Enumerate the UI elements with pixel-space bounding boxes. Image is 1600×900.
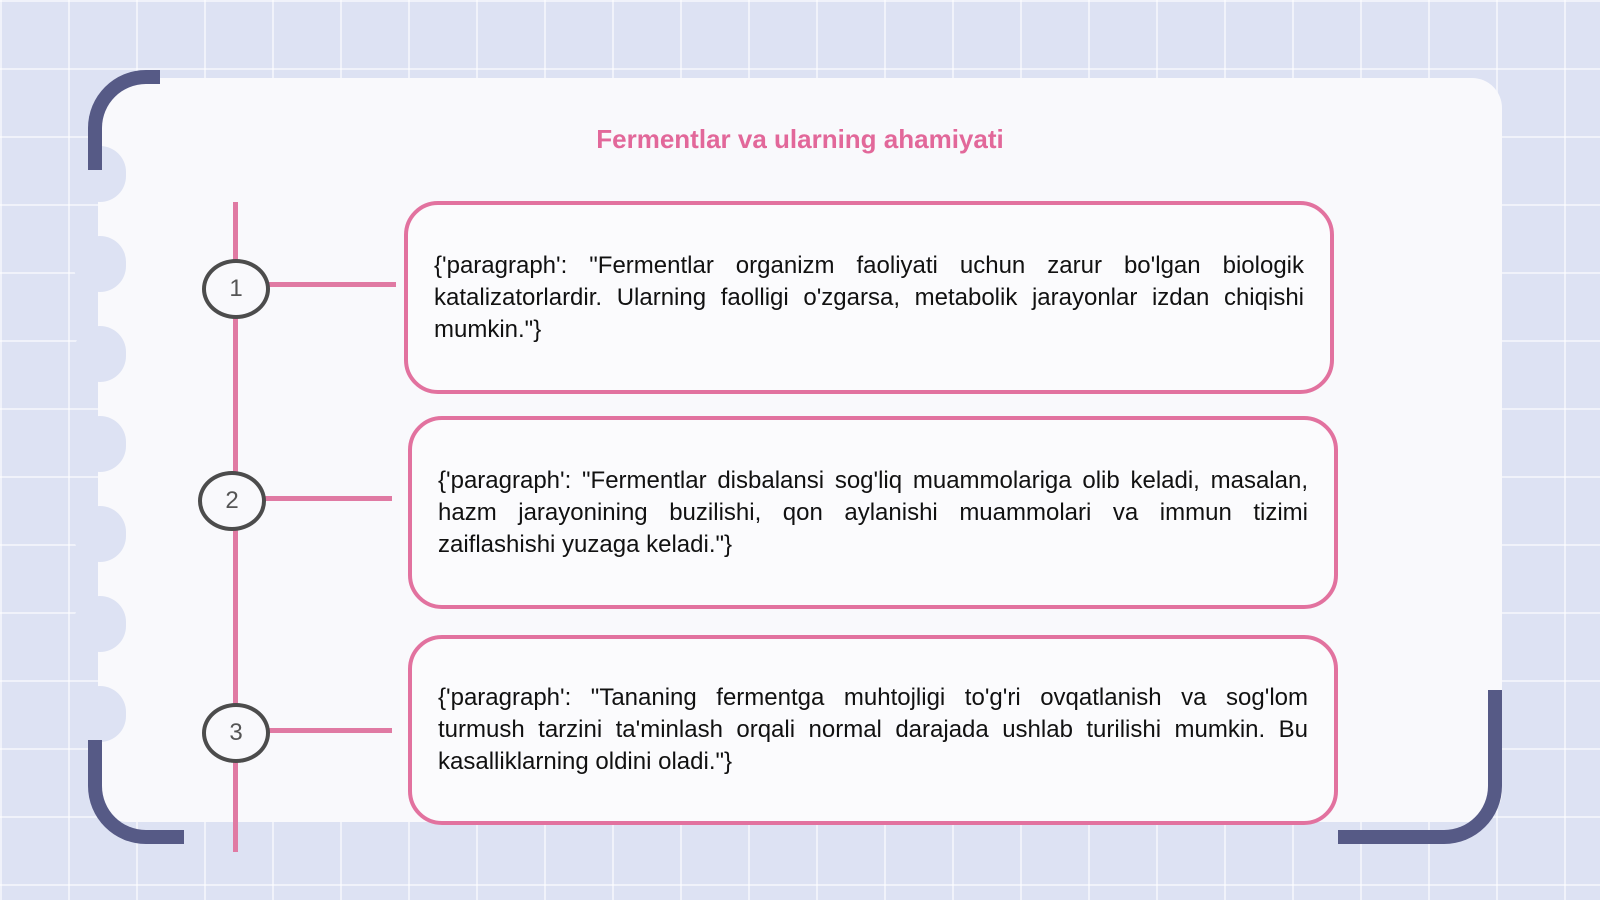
step-text-box [404,201,1334,394]
step-number-badge [202,703,270,763]
step-text-box [408,416,1338,609]
timeline-connector [266,728,392,733]
step-number: 3 [229,719,243,746]
timeline-connector [262,496,392,501]
slide-title: Fermentlar va ularning ahamiyati [596,124,1004,154]
step-text-box [408,635,1338,825]
step-paragraph: {'paragraph': "Tananing fermentga muhtojligi to'g'ri ovqatlanish va sog'lom turmush tarzini ta'minlash orqali normal darajada ushlab turilishi mumkin. Bu kasalliklarning oldini oladi."} [438,684,1308,775]
frame-corner-bottom-left [88,740,184,844]
step-number: 1 [229,275,243,302]
frame-corner-top-left [88,70,160,170]
timeline-connector [266,282,396,287]
step-number: 2 [225,487,239,514]
notch-decoration [74,686,126,742]
notch-decoration [74,416,126,472]
step-paragraph: {'paragraph': "Fermentlar disbalansi sog'liq muammolariga olib keladi, masalan, hazm jarayonining buzilishi, qon aylanishi muammolari va immun tizimi zaiflashishi yuzaga keladi."} [438,466,1308,558]
notch-decoration [74,236,126,292]
frame-corner-bottom-right [1338,690,1502,844]
step-paragraph: {'paragraph': "Fermentlar organizm faoliyati uchun zarur bo'lgan biologik katalizatorlardir. Ularning faolligi o'zgarsa, metabolik jarayonlar izdan chiqishi mumkin."} [434,251,1304,343]
notch-decoration [74,596,126,652]
step-number-badge [198,471,266,531]
notch-decoration [74,506,126,562]
step-number-badge [202,259,270,319]
notch-decoration [74,326,126,382]
